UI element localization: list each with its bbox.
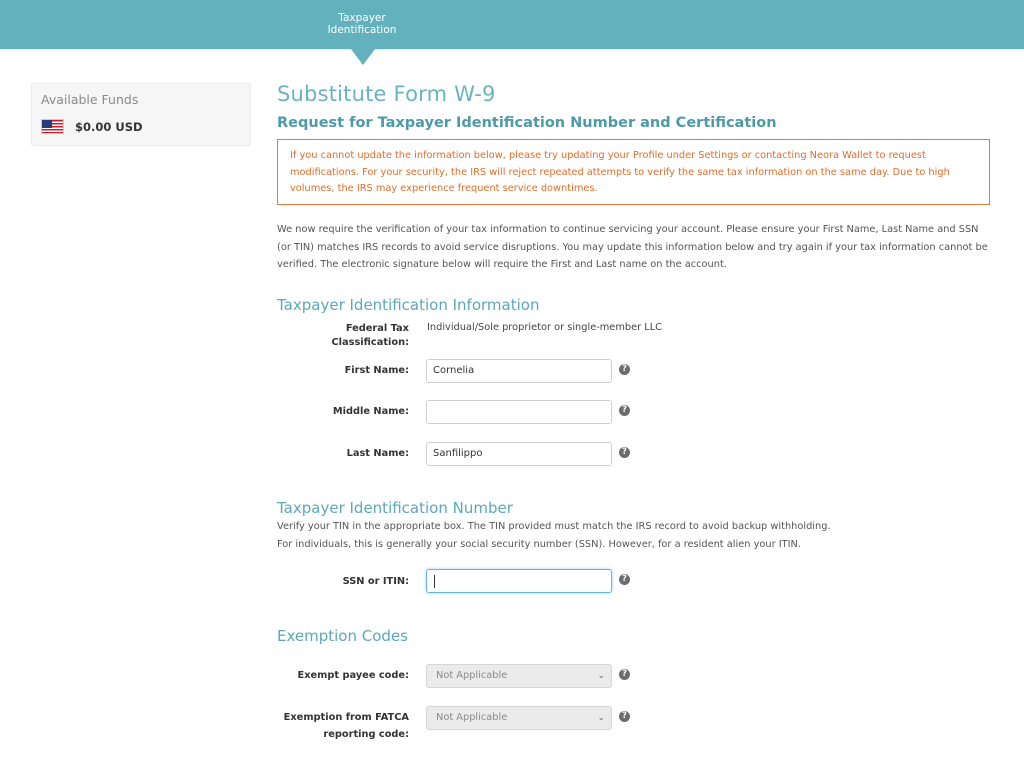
us-flag-icon [41, 119, 64, 134]
exempt-payee-select[interactable] [426, 664, 612, 688]
fatca-label [277, 711, 409, 742]
ssn-input[interactable] [426, 569, 612, 593]
last-name-input[interactable]: Sanfilippo [426, 442, 612, 466]
tin-description-line2: For individuals, this is generally your social security number (SSN). However, for a resident alien your ITIN. [277, 539, 801, 550]
step-label-line1: Taxpayer [338, 12, 386, 24]
chevron-down-icon: ⌄ [597, 671, 605, 681]
step-label-line2: Identification [327, 24, 397, 36]
chevron-down-icon: ⌄ [597, 713, 605, 723]
warning-alert: If you cannot update the information below, please try updating your Profile under Settings or contacting Neora Wallet to request modifications. For your security, the IRS will reject repeated attempts to verify the same tax information on the same day. Due to high volumes, the IRS may experience frequent service downtimes. [277, 139, 990, 205]
page-subtitle: Request for Taxpayer Identification Number and Certification [277, 115, 777, 131]
first-name-label: First Name: [344, 365, 409, 376]
first-name-input[interactable]: Cornelia [426, 359, 612, 383]
middle-name-input[interactable] [426, 400, 612, 424]
active-step-pointer [351, 49, 375, 65]
exempt-payee-selected: Not Applicable [436, 670, 508, 681]
intro-text: We now require the verification of your tax information to continue servicing your account. Please ensure your First Name, Last Name and SSN (or TIN) matches IRS records to avoid service disruptions. You may update this information below and try again if your tax information cannot be verified. The electronic signature below will require the First and Last name on the account. [277, 224, 988, 270]
question-circle-icon[interactable]: ? [619, 364, 630, 375]
classification-value: Individual/Sole proprietor or single-member LLC [427, 322, 663, 333]
fatca-select[interactable] [426, 706, 612, 730]
middle-name-label: Middle Name: [332, 406, 409, 417]
step-taxpayer-identification [312, 12, 412, 36]
question-circle-icon[interactable]: ? [619, 405, 630, 416]
fatca-label-line1: Exemption from FATCA [283, 712, 409, 723]
fatca-selected: Not Applicable [436, 712, 508, 723]
available-funds-panel [31, 83, 251, 146]
exempt-payee-label: Exempt payee code: [297, 670, 409, 681]
available-funds-label: Available Funds [41, 92, 139, 107]
last-name-label: Last Name: [346, 448, 409, 459]
available-funds-amount: $0.00 USD [75, 120, 143, 134]
classification-label: Federal Tax Classification: [331, 323, 409, 348]
question-circle-icon[interactable]: ? [619, 447, 630, 458]
section-heading-exemption: Exemption Codes [277, 627, 408, 645]
ssn-label: SSN or ITIN: [342, 576, 409, 587]
question-circle-icon[interactable]: ? [619, 711, 630, 722]
tin-description-line1: Verify your TIN in the appropriate box. The TIN provided must match the IRS record to avoid backup withholding. [277, 521, 831, 532]
text-cursor [434, 575, 435, 588]
section-heading-tin-number: Taxpayer Identification Number [277, 499, 513, 517]
fatca-label-line2: reporting code: [323, 729, 409, 740]
top-progress-bar [0, 0, 1024, 49]
page-title: Substitute Form W-9 [277, 82, 496, 106]
question-circle-icon[interactable]: ? [619, 574, 630, 585]
question-circle-icon[interactable]: ? [619, 669, 630, 680]
section-heading-tin-info: Taxpayer Identification Information [277, 296, 540, 314]
